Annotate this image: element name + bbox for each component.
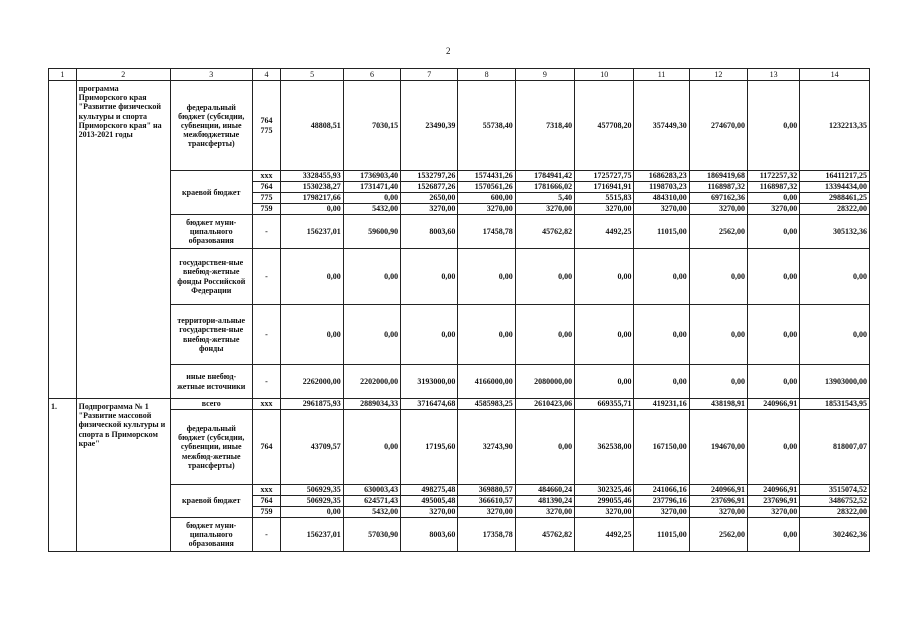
amount-cell: 0,00 bbox=[401, 249, 458, 305]
amount-cell: 1532797,26 bbox=[401, 171, 458, 182]
amount-cell: 484660,24 bbox=[515, 485, 574, 496]
table-row bbox=[49, 485, 870, 496]
funding-source: всего bbox=[170, 399, 252, 410]
amount-cell: 2988461,25 bbox=[800, 193, 870, 204]
amount-cell: 1168987,32 bbox=[748, 182, 800, 193]
amount-cell: 1781666,02 bbox=[515, 182, 574, 193]
amount-cell: 3270,00 bbox=[634, 507, 689, 518]
amount-cell: 0,00 bbox=[281, 305, 343, 365]
table-row bbox=[49, 365, 870, 399]
budget-code: xxx bbox=[252, 171, 281, 182]
budget-code: 764 bbox=[252, 410, 281, 485]
amount-cell: 237696,91 bbox=[748, 496, 800, 507]
amount-cell: 305132,36 bbox=[800, 215, 870, 249]
budget-code: 759 bbox=[252, 507, 281, 518]
amount-cell: 3270,00 bbox=[575, 204, 634, 215]
amount-cell: 0,00 bbox=[748, 249, 800, 305]
amount-cell: 495005,48 bbox=[401, 496, 458, 507]
header-cell: 8 bbox=[458, 69, 515, 81]
amount-cell: 0,00 bbox=[281, 507, 343, 518]
amount-cell: 1198703,23 bbox=[634, 182, 689, 193]
amount-cell: 43709,57 bbox=[281, 410, 343, 485]
amount-cell: 0,00 bbox=[748, 193, 800, 204]
amount-cell: 818007,07 bbox=[800, 410, 870, 485]
amount-cell: 7318,40 bbox=[515, 81, 574, 171]
amount-cell: 481390,24 bbox=[515, 496, 574, 507]
amount-cell: 362538,00 bbox=[575, 410, 634, 485]
amount-cell: 1686283,23 bbox=[634, 171, 689, 182]
amount-cell: 3328455,93 bbox=[281, 171, 343, 182]
amount-cell: 3270,00 bbox=[515, 204, 574, 215]
amount-cell: 1798217,66 bbox=[281, 193, 343, 204]
amount-cell: 2562,00 bbox=[689, 518, 747, 552]
amount-cell: 3270,00 bbox=[401, 507, 458, 518]
amount-cell: 2202000,00 bbox=[343, 365, 400, 399]
amount-cell: 0,00 bbox=[748, 215, 800, 249]
amount-cell: 2650,00 bbox=[401, 193, 458, 204]
amount-cell: 3270,00 bbox=[458, 204, 515, 215]
amount-cell: 457708,20 bbox=[575, 81, 634, 171]
amount-cell: 5,40 bbox=[515, 193, 574, 204]
amount-cell: 3270,00 bbox=[748, 204, 800, 215]
amount-cell: 3193000,00 bbox=[401, 365, 458, 399]
amount-cell: 16411217,25 bbox=[800, 171, 870, 182]
amount-cell: 17358,78 bbox=[458, 518, 515, 552]
amount-cell: 302462,36 bbox=[800, 518, 870, 552]
amount-cell: 194670,00 bbox=[689, 410, 747, 485]
amount-cell: 7030,15 bbox=[343, 81, 400, 171]
amount-cell: 3270,00 bbox=[401, 204, 458, 215]
table-row bbox=[49, 249, 870, 305]
funding-source: территори-альные государствен-ные внебюд-жетные фонды bbox=[170, 305, 252, 365]
amount-cell: 240966,91 bbox=[748, 485, 800, 496]
amount-cell: 0,00 bbox=[575, 249, 634, 305]
table-row bbox=[49, 399, 870, 410]
amount-cell: 28322,00 bbox=[800, 204, 870, 215]
amount-cell: 0,00 bbox=[281, 204, 343, 215]
budget-code: - bbox=[252, 249, 281, 305]
table-row bbox=[49, 410, 870, 485]
amount-cell: 630003,43 bbox=[343, 485, 400, 496]
header-cell: 3 bbox=[170, 69, 252, 81]
amount-cell: 0,00 bbox=[634, 365, 689, 399]
amount-cell: 59600,90 bbox=[343, 215, 400, 249]
amount-cell: 0,00 bbox=[748, 365, 800, 399]
amount-cell: 3270,00 bbox=[689, 204, 747, 215]
amount-cell: 3270,00 bbox=[458, 507, 515, 518]
table-row bbox=[49, 215, 870, 249]
header-cell: 13 bbox=[748, 69, 800, 81]
amount-cell: 3270,00 bbox=[748, 507, 800, 518]
amount-cell: 3515074,52 bbox=[800, 485, 870, 496]
budget-code: 764 775 bbox=[252, 81, 281, 171]
amount-cell: 2080000,00 bbox=[515, 365, 574, 399]
amount-cell: 0,00 bbox=[281, 249, 343, 305]
amount-cell: 498275,48 bbox=[401, 485, 458, 496]
amount-cell: 484310,00 bbox=[634, 193, 689, 204]
amount-cell: 48808,51 bbox=[281, 81, 343, 171]
amount-cell: 369880,57 bbox=[458, 485, 515, 496]
amount-cell: 0,00 bbox=[689, 249, 747, 305]
amount-cell: 0,00 bbox=[458, 305, 515, 365]
header-cell: 9 bbox=[515, 69, 574, 81]
amount-cell: 0,00 bbox=[800, 249, 870, 305]
funding-source: федеральный бюджет (субсидии, субвенции, иные межбюд-жетные трансферты) bbox=[170, 410, 252, 485]
amount-cell: 274670,00 bbox=[689, 81, 747, 171]
amount-cell: 366610,57 bbox=[458, 496, 515, 507]
amount-cell: 17458,78 bbox=[458, 215, 515, 249]
funding-source: бюджет муни-ципального образования bbox=[170, 518, 252, 552]
amount-cell: 0,00 bbox=[748, 518, 800, 552]
amount-cell: 240966,91 bbox=[748, 399, 800, 410]
amount-cell: 0,00 bbox=[515, 410, 574, 485]
budget-code: xxx bbox=[252, 485, 281, 496]
amount-cell: 1530238,27 bbox=[281, 182, 343, 193]
budget-code: - bbox=[252, 305, 281, 365]
funding-source: краевой бюджет bbox=[170, 485, 252, 518]
header-cell: 11 bbox=[634, 69, 689, 81]
program-name: Подпрограмма № 1 "Развитие массовой физической культуры и спорта в Приморском крае" bbox=[76, 399, 170, 552]
amount-cell: 0,00 bbox=[634, 305, 689, 365]
amount-cell: 241066,16 bbox=[634, 485, 689, 496]
budget-code: - bbox=[252, 518, 281, 552]
amount-cell: 4585983,25 bbox=[458, 399, 515, 410]
table-row bbox=[49, 518, 870, 552]
amount-cell: 669355,71 bbox=[575, 399, 634, 410]
budget-code: - bbox=[252, 215, 281, 249]
amount-cell: 0,00 bbox=[748, 81, 800, 171]
amount-cell: 0,00 bbox=[515, 249, 574, 305]
funding-source: иные внебюд-жетные источники bbox=[170, 365, 252, 399]
amount-cell: 1168987,32 bbox=[689, 182, 747, 193]
header-cell: 1 bbox=[49, 69, 77, 81]
amount-cell: 357449,30 bbox=[634, 81, 689, 171]
amount-cell: 3270,00 bbox=[515, 507, 574, 518]
header-cell: 10 bbox=[575, 69, 634, 81]
amount-cell: 23490,39 bbox=[401, 81, 458, 171]
budget-code: 759 bbox=[252, 204, 281, 215]
amount-cell: 4492,25 bbox=[575, 518, 634, 552]
amount-cell: 13394434,00 bbox=[800, 182, 870, 193]
amount-cell: 17195,60 bbox=[401, 410, 458, 485]
amount-cell: 438198,91 bbox=[689, 399, 747, 410]
amount-cell: 13903000,00 bbox=[800, 365, 870, 399]
amount-cell: 2961875,93 bbox=[281, 399, 343, 410]
amount-cell: 3270,00 bbox=[689, 507, 747, 518]
amount-cell: 4166000,00 bbox=[458, 365, 515, 399]
header-cell: 7 bbox=[401, 69, 458, 81]
funding-source: краевой бюджет bbox=[170, 171, 252, 215]
amount-cell: 1574431,26 bbox=[458, 171, 515, 182]
amount-cell: 0,00 bbox=[634, 249, 689, 305]
amount-cell: 0,00 bbox=[748, 410, 800, 485]
amount-cell: 0,00 bbox=[575, 365, 634, 399]
amount-cell: 3270,00 bbox=[575, 507, 634, 518]
budget-code: 764 bbox=[252, 182, 281, 193]
amount-cell: 2562,00 bbox=[689, 215, 747, 249]
amount-cell: 0,00 bbox=[343, 410, 400, 485]
amount-cell: 0,00 bbox=[800, 305, 870, 365]
amount-cell: 237796,16 bbox=[634, 496, 689, 507]
amount-cell: 167150,00 bbox=[634, 410, 689, 485]
amount-cell: 28322,00 bbox=[800, 507, 870, 518]
amount-cell: 2610423,06 bbox=[515, 399, 574, 410]
budget-code: xxx bbox=[252, 399, 281, 410]
amount-cell: 156237,01 bbox=[281, 215, 343, 249]
funding-source: государствен-ные внебюд-жетные фонды Российской Федерации bbox=[170, 249, 252, 305]
amount-cell: 0,00 bbox=[458, 249, 515, 305]
amount-cell: 1725727,75 bbox=[575, 171, 634, 182]
budget-code: - bbox=[252, 365, 281, 399]
header-cell: 12 bbox=[689, 69, 747, 81]
funding-source: бюджет муни-ципального образования bbox=[170, 215, 252, 249]
amount-cell: 1736903,40 bbox=[343, 171, 400, 182]
amount-cell: 2889034,33 bbox=[343, 399, 400, 410]
amount-cell: 0,00 bbox=[748, 305, 800, 365]
amount-cell: 419231,16 bbox=[634, 399, 689, 410]
table-row bbox=[49, 171, 870, 182]
amount-cell: 11015,00 bbox=[634, 518, 689, 552]
amount-cell: 624571,43 bbox=[343, 496, 400, 507]
amount-cell: 0,00 bbox=[515, 305, 574, 365]
budget-table bbox=[48, 68, 870, 552]
amount-cell: 1526877,26 bbox=[401, 182, 458, 193]
amount-cell: 0,00 bbox=[689, 365, 747, 399]
funding-source: федеральный бюджет (субсидии, субвенции, иные межбюджетные трансферты) bbox=[170, 81, 252, 171]
amount-cell: 4492,25 bbox=[575, 215, 634, 249]
amount-cell: 55738,40 bbox=[458, 81, 515, 171]
amount-cell: 0,00 bbox=[343, 249, 400, 305]
page-number: 2 bbox=[446, 46, 451, 56]
amount-cell: 3270,00 bbox=[634, 204, 689, 215]
amount-cell: 506929,35 bbox=[281, 485, 343, 496]
amount-cell: 1232213,35 bbox=[800, 81, 870, 171]
amount-cell: 57030,90 bbox=[343, 518, 400, 552]
amount-cell: 697162,36 bbox=[689, 193, 747, 204]
amount-cell: 3716474,68 bbox=[401, 399, 458, 410]
amount-cell: 0,00 bbox=[689, 305, 747, 365]
budget-code: 764 bbox=[252, 496, 281, 507]
amount-cell: 3486752,52 bbox=[800, 496, 870, 507]
budget-code: 775 bbox=[252, 193, 281, 204]
amount-cell: 302325,46 bbox=[575, 485, 634, 496]
amount-cell: 18531543,95 bbox=[800, 399, 870, 410]
table-row bbox=[49, 305, 870, 365]
amount-cell: 32743,90 bbox=[458, 410, 515, 485]
row-index bbox=[49, 81, 77, 399]
header-cell: 14 bbox=[800, 69, 870, 81]
amount-cell: 1784941,42 bbox=[515, 171, 574, 182]
amount-cell: 240966,91 bbox=[689, 485, 747, 496]
amount-cell: 11015,00 bbox=[634, 215, 689, 249]
amount-cell: 1716941,91 bbox=[575, 182, 634, 193]
amount-cell: 1869419,68 bbox=[689, 171, 747, 182]
amount-cell: 237696,91 bbox=[689, 496, 747, 507]
program-name: программа Приморского края "Развитие физической культуры и спорта Приморского края" на 2013-2021 годы bbox=[76, 81, 170, 399]
amount-cell: 0,00 bbox=[575, 305, 634, 365]
amount-cell: 600,00 bbox=[458, 193, 515, 204]
amount-cell: 45762,82 bbox=[515, 215, 574, 249]
header-row bbox=[49, 69, 870, 81]
amount-cell: 1570561,26 bbox=[458, 182, 515, 193]
amount-cell: 2262000,00 bbox=[281, 365, 343, 399]
amount-cell: 1172257,32 bbox=[748, 171, 800, 182]
table-row bbox=[49, 81, 870, 171]
row-index: 1. bbox=[49, 399, 77, 552]
header-cell: 4 bbox=[252, 69, 281, 81]
amount-cell: 299055,46 bbox=[575, 496, 634, 507]
amount-cell: 0,00 bbox=[343, 305, 400, 365]
amount-cell: 1731471,40 bbox=[343, 182, 400, 193]
amount-cell: 5432,00 bbox=[343, 204, 400, 215]
amount-cell: 0,00 bbox=[343, 193, 400, 204]
header-cell: 5 bbox=[281, 69, 343, 81]
amount-cell: 506929,35 bbox=[281, 496, 343, 507]
amount-cell: 5515,83 bbox=[575, 193, 634, 204]
amount-cell: 8003,60 bbox=[401, 518, 458, 552]
amount-cell: 45762,82 bbox=[515, 518, 574, 552]
amount-cell: 0,00 bbox=[401, 305, 458, 365]
header-cell: 2 bbox=[76, 69, 170, 81]
amount-cell: 8003,60 bbox=[401, 215, 458, 249]
amount-cell: 156237,01 bbox=[281, 518, 343, 552]
header-cell: 6 bbox=[343, 69, 400, 81]
amount-cell: 5432,00 bbox=[343, 507, 400, 518]
